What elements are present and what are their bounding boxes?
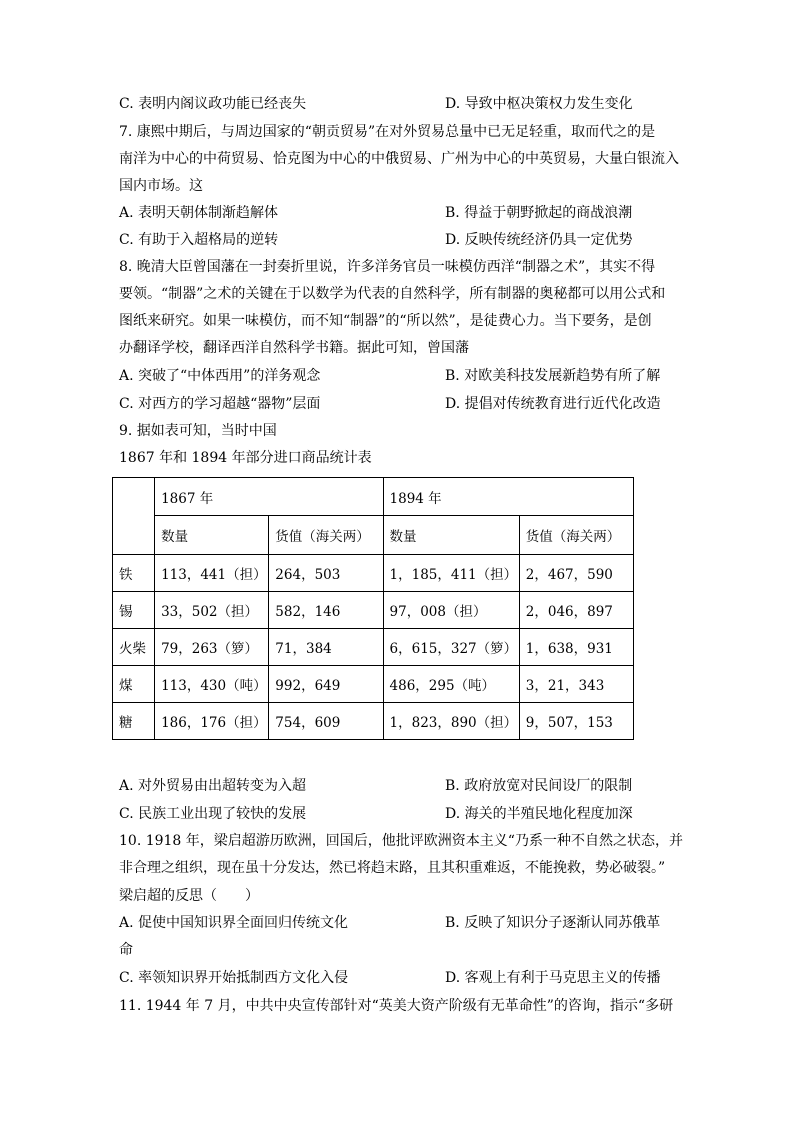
cell-quantity-1894: 1，823，890（担）	[383, 703, 519, 740]
cell-quantity-1867: 113，430（吨）	[155, 666, 269, 703]
cell-value-1894: 2，467，590	[519, 555, 633, 592]
cell-value-1867: 71，384	[269, 629, 383, 666]
cell-quantity-1894: 6，615，327（箩）	[383, 629, 519, 666]
q9-option-c: C. 民族工业出现了较快的发展	[119, 806, 307, 822]
q8-stem-line-4: 办翻译学校，翻译西洋自然科学书籍。据此可知，曾国藩	[119, 340, 469, 356]
table-corner-cell	[113, 478, 155, 555]
table-header-row-years	[113, 478, 634, 516]
q7-stem-line-3: 国内市场。这	[119, 178, 203, 194]
col-value-1867: 货值（海关两）	[269, 516, 383, 555]
year-1894-header: 1894 年	[383, 478, 633, 516]
table-header-row-columns	[113, 516, 634, 555]
q10-stem-line-1: 10. 1918 年，梁启超游历欧洲，回国后，他批评欧洲资本主义“乃系一种不自然之状态，并	[119, 833, 683, 849]
import-statistics-table	[112, 477, 634, 740]
q7-option-d: D. 反映传统经济仍具一定优势	[445, 232, 633, 248]
row-item-name: 煤	[113, 666, 155, 703]
table-row	[113, 629, 634, 666]
cell-value-1894: 1，638，931	[519, 629, 633, 666]
q7-stem-line-1: 7. 康熙中期后，与周边国家的“朝贡贸易”在对外贸易总量中已无足轻重，取而代之的是	[119, 124, 656, 140]
cell-quantity-1894: 1，185，411（担）	[383, 555, 519, 592]
table-row	[113, 555, 634, 592]
q9-option-b: B. 政府放宽对民间设厂的限制	[445, 778, 633, 794]
q7-option-c: C. 有助于入超格局的逆转	[119, 232, 279, 248]
cell-value-1867: 992，649	[269, 666, 383, 703]
row-item-name: 铁	[113, 555, 155, 592]
table-row	[113, 703, 634, 740]
cell-value-1894: 9，507，153	[519, 703, 633, 740]
q7-option-a: A. 表明天朝体制渐趋解体	[119, 205, 279, 221]
q6-option-d: D. 导致中枢决策权力发生变化	[445, 96, 633, 112]
row-item-name: 火柴	[113, 629, 155, 666]
q8-stem-line-2: 要领。“制器”之术的关键在于以数学为代表的自然科学，所有制器的奥秘都可以用公式和	[119, 286, 666, 302]
q7-option-b: B. 得益于朝野掀起的商战浪潮	[445, 205, 633, 221]
q8-stem-line-3: 图纸来研究。如果一味模仿，而不知“制器”的“所以然”，是徒费心力。当下要务，是创	[119, 313, 652, 329]
cell-value-1867: 582，146	[269, 592, 383, 629]
cell-quantity-1867: 79，263（箩）	[155, 629, 269, 666]
q10-stem-line-3: 梁启超的反思（ ）	[119, 888, 259, 904]
cell-value-1894: 2，046，897	[519, 592, 633, 629]
year-1867-header: 1867 年	[155, 478, 383, 516]
q8-option-c: C. 对西方的学习超越“器物”层面	[119, 396, 321, 412]
row-item-name: 糖	[113, 703, 155, 740]
cell-value-1867: 264，503	[269, 555, 383, 592]
q8-option-a: A. 突破了“中体西用”的洋务观念	[119, 368, 321, 384]
q10-option-b-continuation: 命	[119, 942, 133, 958]
q10-option-d: D. 客观上有利于马克思主义的传播	[445, 970, 661, 986]
cell-quantity-1867: 113，441（担）	[155, 555, 269, 592]
q10-stem-line-2: 非合理之组织，现在虽十分发达，然已将趋末路，且其积重难返，不能挽救，势必破裂。”	[119, 860, 666, 876]
q8-option-d: D. 提倡对传统教育进行近代化改造	[445, 396, 661, 412]
q10-option-a: A. 促使中国知识界全面回归传统文化	[119, 915, 349, 931]
cell-value-1867: 754，609	[269, 703, 383, 740]
cell-value-1894: 3，21，343	[519, 666, 633, 703]
cell-quantity-1894: 97，008（担）	[383, 592, 519, 629]
q9-stem: 9. 据如表可知，当时中国	[119, 423, 277, 439]
q6-option-c: C. 表明内阁议政功能已经丧失	[119, 96, 307, 112]
q11-stem-line-1: 11. 1944 年 7 月，中共中央宣传部针对“英美大资产阶级有无革命性”的咨询，指示“多研	[119, 998, 674, 1014]
q8-option-b: B. 对欧美科技发展新趋势有所了解	[445, 368, 661, 384]
q9-option-a: A. 对外贸易由出超转变为入超	[119, 778, 307, 794]
row-item-name: 锡	[113, 592, 155, 629]
q9-option-d: D. 海关的半殖民地化程度加深	[445, 806, 633, 822]
cell-quantity-1867: 186，176（担）	[155, 703, 269, 740]
cell-quantity-1867: 33，502（担）	[155, 592, 269, 629]
col-quantity-1894: 数量	[383, 516, 519, 555]
col-value-1894: 货值（海关两）	[519, 516, 633, 555]
q10-option-b: B. 反映了知识分子逐渐认同苏俄革	[445, 915, 661, 931]
q9-table-title: 1867 年和 1894 年部分进口商品统计表	[119, 450, 372, 466]
q8-stem-line-1: 8. 晚清大臣曾国藩在一封奏折里说，许多洋务官员一味模仿西洋“制器之术”，其实不得	[119, 259, 656, 275]
q10-option-c: C. 率领知识界开始抵制西方文化入侵	[119, 970, 349, 986]
cell-quantity-1894: 486，295（吨）	[383, 666, 519, 703]
table-row	[113, 592, 634, 629]
q7-stem-line-2: 南洋为中心的中荷贸易、恰克图为中心的中俄贸易、广州为中心的中英贸易，大量白银流入	[119, 151, 679, 167]
table-row	[113, 666, 634, 703]
col-quantity-1867: 数量	[155, 516, 269, 555]
